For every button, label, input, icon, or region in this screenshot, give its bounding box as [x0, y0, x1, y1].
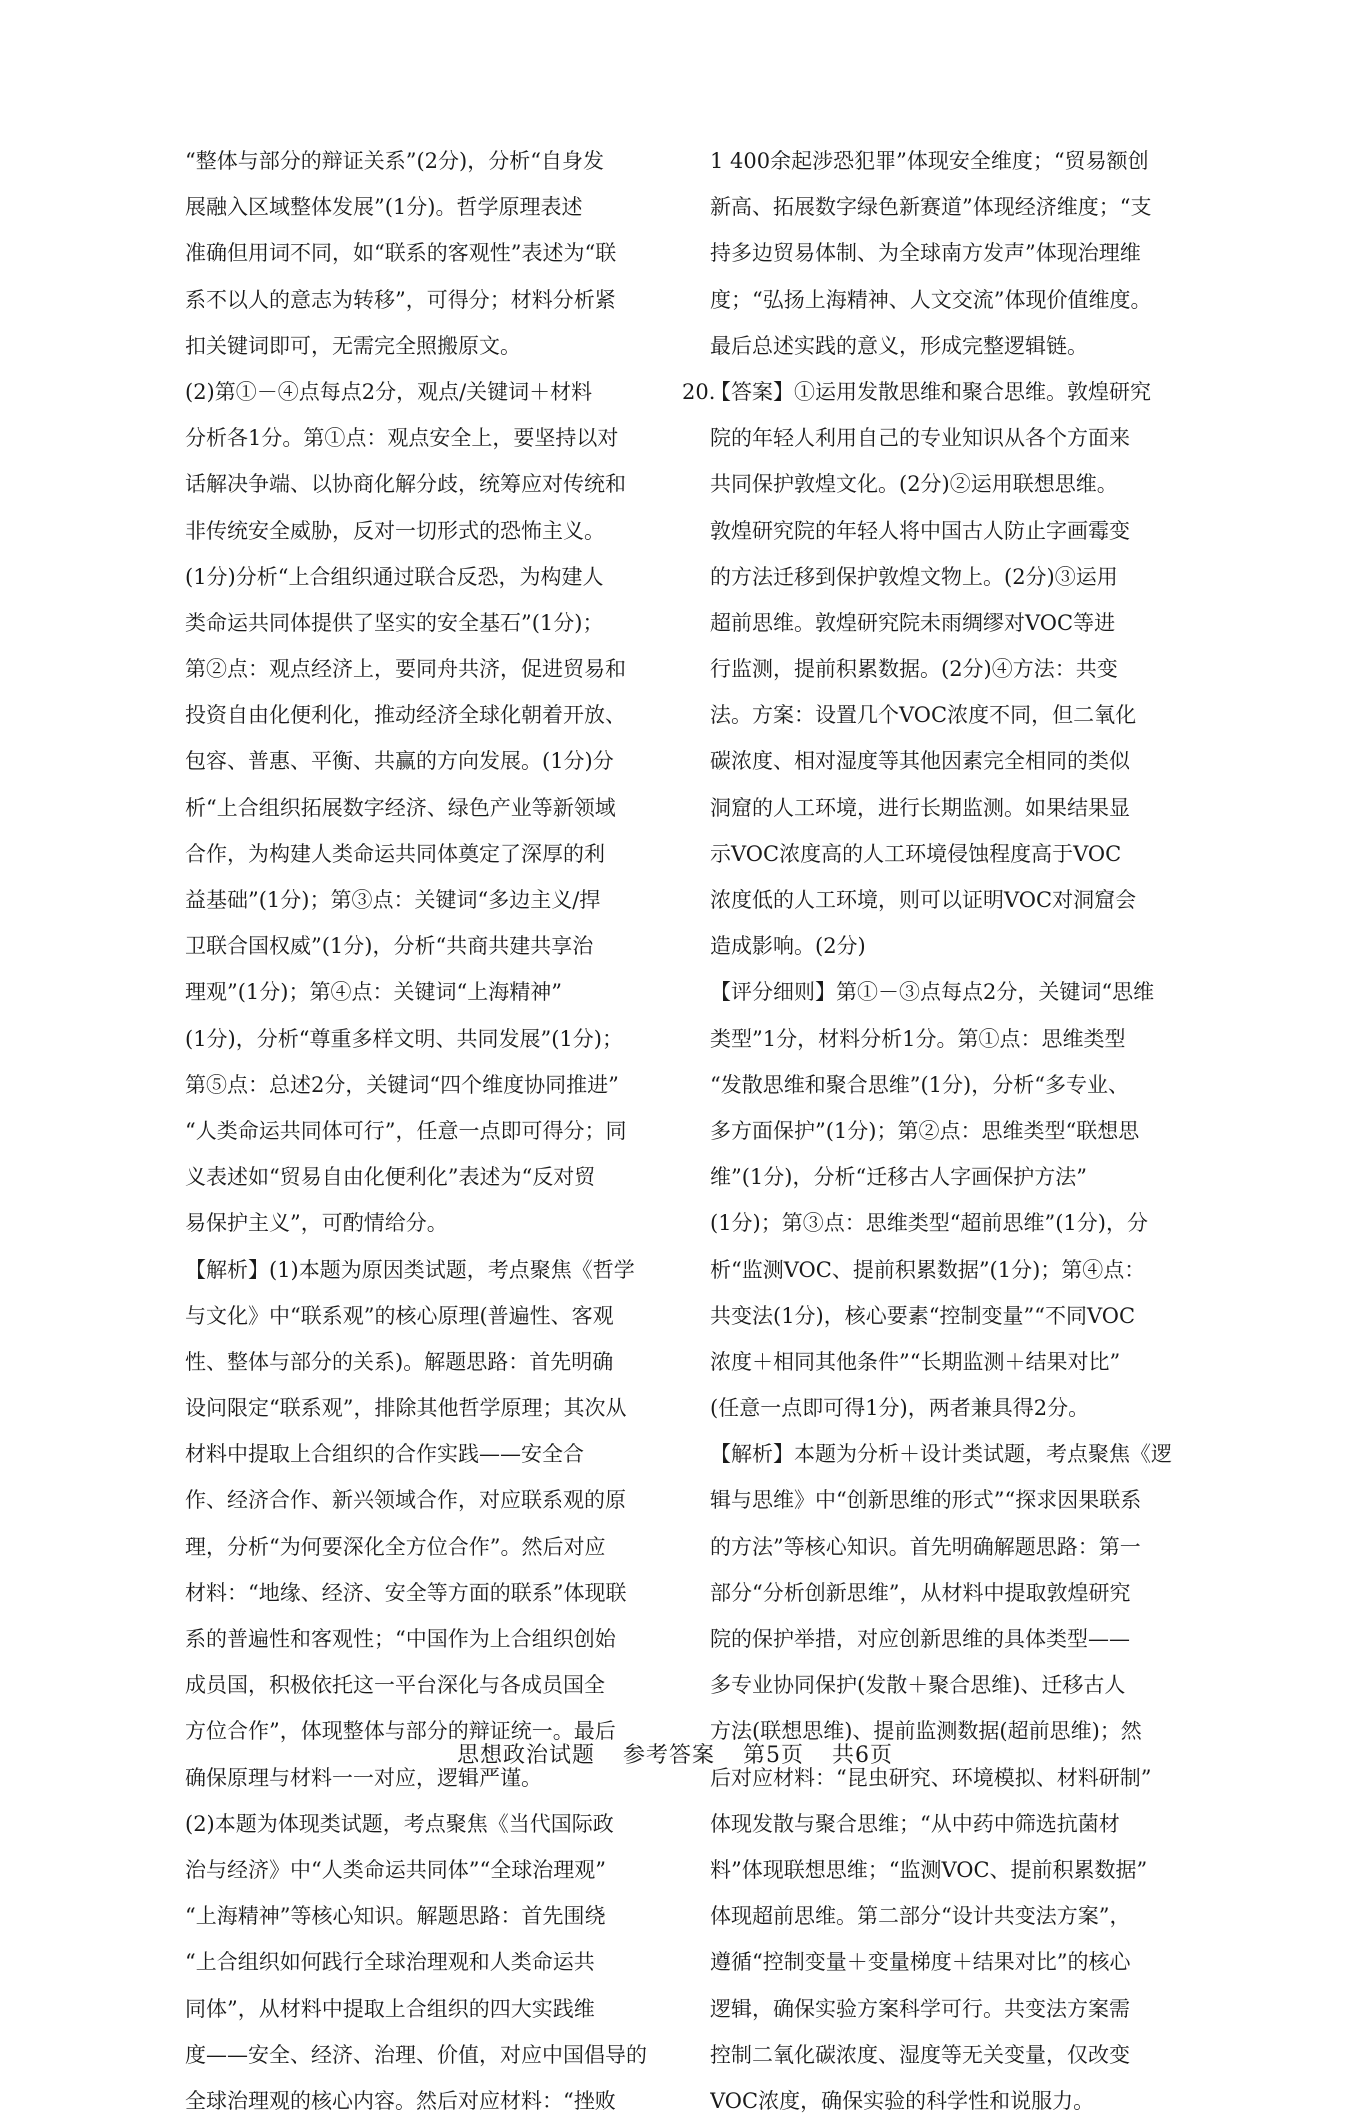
- text-line: [710, 1016, 1180, 1062]
- line-text: 辑与思维》中“创新思维的形式”“探求因果联系: [710, 1488, 1142, 1513]
- text-line: [710, 877, 1180, 923]
- line-text: 义表述如“贸易自由化便利化”表述为“反对贸: [185, 1165, 596, 1190]
- line-text: 料”体现联想思维；“监测VOC、提前积累数据”: [710, 1857, 1148, 1882]
- page-footer: [0, 1738, 1350, 1769]
- text-line: [185, 1200, 655, 1246]
- text-line: [185, 1801, 655, 1847]
- text-line: [185, 1477, 655, 1523]
- text-line: [185, 600, 655, 646]
- text-line: [710, 1339, 1180, 1385]
- text-line: [185, 369, 655, 415]
- text-line: [185, 923, 655, 969]
- text-line: [682, 369, 1180, 415]
- text-line: [185, 646, 655, 692]
- text-line: [185, 1247, 655, 1293]
- text-line: [185, 1431, 655, 1477]
- text-line: [710, 2078, 1180, 2124]
- line-text: 治与经济》中“人类命运共同体”“全球治理观”: [185, 1857, 606, 1882]
- line-text: 卫联合国权威”(1分)，分析“共商共建共享治: [185, 934, 594, 959]
- line-text: 度——安全、经济、治理、价值，对应中国倡导的: [185, 2042, 647, 2067]
- text-line: [710, 1662, 1180, 1708]
- line-text: 性、整体与部分的关系)。解题思路：首先明确: [185, 1349, 614, 1374]
- footer-total: 共6页: [832, 1743, 894, 1768]
- line-text: 后对应材料：“昆虫研究、环境模拟、材料研制”: [710, 1765, 1152, 1790]
- line-text: 浓度＋相同其他条件”“长期监测＋结果对比”: [710, 1349, 1121, 1374]
- line-text: 示VOC浓度高的人工环境侵蚀程度高于VOC: [710, 841, 1122, 866]
- line-text: 理，分析“为何要深化全方位合作”。然后对应: [185, 1534, 606, 1559]
- line-text: 类型”1分，材料分析1分。第①点：思维类型: [710, 1026, 1126, 1051]
- text-line: [710, 461, 1180, 507]
- text-line: [710, 1385, 1180, 1431]
- line-text: 材料中提取上合组织的合作实践——安全合: [185, 1442, 584, 1467]
- text-line: [185, 277, 655, 323]
- line-text: 第⑤点：总述2分，关键词“四个维度协同推进”: [185, 1072, 619, 1097]
- text-line: [185, 785, 655, 831]
- line-text: (2)本题为体现类试题，考点聚焦《当代国际政: [185, 1811, 614, 1836]
- line-text: “人类命运共同体可行”，任意一点即可得分；同: [185, 1118, 627, 1143]
- line-text: 敦煌研究院的年轻人将中国古人防止字画霉变: [710, 518, 1130, 543]
- line-text: (任意一点即可得1分)，两者兼具得2分。: [710, 1396, 1090, 1421]
- text-line: [185, 1847, 655, 1893]
- line-text: (1分)分析“上合组织通过联合反恐，为构建人: [185, 564, 604, 589]
- text-line: [710, 138, 1180, 184]
- text-line: [710, 1939, 1180, 1985]
- text-line: [185, 1293, 655, 1339]
- text-line: [710, 230, 1180, 276]
- line-text: 方法(联想思维)、提前监测数据(超前思维)；然: [710, 1719, 1142, 1744]
- text-line: [710, 1477, 1180, 1523]
- line-text: 院的年轻人利用自己的专业知识从各个方面来: [710, 426, 1130, 451]
- text-line: [185, 508, 655, 554]
- line-text: 全球治理观的核心内容。然后对应材料：“挫败: [185, 2088, 616, 2113]
- line-text: 新高、拓展数字绿色新赛道”体现经济维度；“支: [710, 195, 1152, 220]
- text-line: [710, 1847, 1180, 1893]
- text-line: [185, 1062, 655, 1108]
- line-text: 持多边贸易体制、为全球南方发声”体现治理维: [710, 241, 1141, 266]
- text-line: [710, 1247, 1180, 1293]
- line-text: 度；“弘扬上海精神、人文交流”体现价值维度。: [710, 287, 1152, 312]
- line-text: 合作，为构建人类命运共同体奠定了深厚的利: [185, 841, 605, 866]
- text-line: [710, 646, 1180, 692]
- text-line: [710, 1570, 1180, 1616]
- line-text: 多专业协同保护(发散＋聚合思维)、迁移古人: [710, 1673, 1126, 1698]
- line-text: 逻辑，确保实验方案科学可行。共变法方案需: [710, 1996, 1130, 2021]
- text-line: [710, 1108, 1180, 1154]
- line-text: 易保护主义”，可酌情给分。: [185, 1211, 448, 1236]
- text-line: [710, 923, 1180, 969]
- text-line: [185, 1385, 655, 1431]
- line-text: 法。方案：设置几个VOC浓度不同，但二氧化: [710, 703, 1137, 728]
- line-text: 分析各1分。第①点：观点安全上，要坚持以对: [185, 426, 619, 451]
- line-text: 第②点：观点经济上，要同舟共济，促进贸易和: [185, 657, 626, 682]
- line-text: 成员国，积极依托这一平台深化与各成员国全: [185, 1673, 605, 1698]
- text-line: [185, 1154, 655, 1200]
- line-text: 部分“分析创新思维”，从材料中提取敦煌研究: [710, 1580, 1131, 1605]
- line-text: 展融入区域整体发展”(1分)。哲学原理表述: [185, 195, 583, 220]
- text-line: [710, 1200, 1180, 1246]
- line-text: 控制二氧化碳浓度、湿度等无关变量，仅改变: [710, 2042, 1130, 2067]
- text-line: [710, 277, 1180, 323]
- question-number: 20.: [682, 379, 716, 404]
- line-text: 维”(1分)，分析“迁移古人字画保护方法”: [710, 1165, 1087, 1190]
- line-text: 系的普遍性和客观性；“中国作为上合组织创始: [185, 1627, 616, 1651]
- line-text: 【答案】①运用发散思维和聚合思维。敦煌研究: [710, 379, 1151, 404]
- footer-page: 第5页: [743, 1743, 805, 1768]
- text-line: [185, 1339, 655, 1385]
- text-line: [710, 1062, 1180, 1108]
- footer-label: 参考答案: [623, 1743, 716, 1768]
- text-line: [185, 230, 655, 276]
- line-text: “上合组织如何践行全球治理观和人类命运共: [185, 1950, 595, 1975]
- text-line: [710, 2032, 1180, 2078]
- line-text: 院的保护举措，对应创新思维的具体类型——: [710, 1627, 1130, 1651]
- text-line: [185, 831, 655, 877]
- text-line: [185, 415, 655, 461]
- line-text: 【解析】本题为分析＋设计类试题，考点聚焦《逻: [710, 1442, 1172, 1467]
- text-line: [185, 1570, 655, 1616]
- text-line: [185, 738, 655, 784]
- text-line: [710, 1986, 1180, 2032]
- text-line: [185, 323, 655, 369]
- line-text: “整体与部分的辩证关系”(2分)，分析“自身发: [185, 149, 604, 173]
- line-text: 超前思维。敦煌研究院未雨绸缪对VOC等进: [710, 610, 1116, 635]
- line-text: “上海精神”等核心知识。解题思路：首先围绕: [185, 1904, 606, 1929]
- line-text: 话解决争端、以协商化解分歧，统筹应对传统和: [185, 472, 626, 497]
- line-text: 包容、普惠、平衡、共赢的方向发展。(1分)分: [185, 749, 614, 774]
- line-text: 作、经济合作、新兴领域合作，对应联系观的原: [185, 1488, 626, 1513]
- text-line: [185, 692, 655, 738]
- text-line: [710, 1893, 1180, 1939]
- line-text: (2)第①－④点每点2分，观点/关键词＋材料: [185, 379, 593, 404]
- text-line: [710, 785, 1180, 831]
- line-text: 设问限定“联系观”，排除其他哲学原理；其次从: [185, 1396, 627, 1421]
- text-line: [185, 2032, 655, 2078]
- line-text: 方位合作”，体现整体与部分的辩证统一。最后: [185, 1719, 616, 1744]
- line-text: 扣关键词即可，无需完全照搬原文。: [185, 333, 521, 358]
- text-line: [185, 1893, 655, 1939]
- line-text: 共同保护敦煌文化。(2分)②运用联想思维。: [710, 472, 1118, 497]
- line-text: 投资自由化便利化，推动经济全球化朝着开放、: [185, 703, 626, 728]
- text-line: [710, 415, 1180, 461]
- line-text: 最后总述实践的意义，形成完整逻辑链。: [710, 333, 1088, 358]
- text-line: [710, 692, 1180, 738]
- left-column: [185, 138, 655, 2124]
- text-line: [710, 831, 1180, 877]
- line-text: 洞窟的人工环境，进行长期监测。如果结果显: [710, 795, 1130, 820]
- line-text: 造成影响。(2分): [710, 934, 866, 959]
- line-text: 体现发散与聚合思维；“从中药中筛选抗菌材: [710, 1811, 1120, 1836]
- text-line: [710, 1616, 1180, 1662]
- line-text: 的方法”等核心知识。首先明确解题思路：第一: [710, 1534, 1141, 1559]
- text-line: [710, 508, 1180, 554]
- line-text: 1 400余起涉恐犯罪”体现安全维度；“贸易额创: [710, 149, 1149, 173]
- text-line: [710, 1431, 1180, 1477]
- text-line: [710, 1801, 1180, 1847]
- text-line: [185, 1616, 655, 1662]
- text-line: [710, 1154, 1180, 1200]
- text-line: [185, 1016, 655, 1062]
- text-line: [185, 184, 655, 230]
- line-text: 行监测，提前积累数据。(2分)④方法：共变: [710, 657, 1118, 682]
- text-line: [710, 184, 1180, 230]
- text-line: [185, 969, 655, 1015]
- text-line: [185, 877, 655, 923]
- text-line: [710, 600, 1180, 646]
- text-line: [710, 323, 1180, 369]
- text-line: [185, 554, 655, 600]
- text-line: [710, 554, 1180, 600]
- text-line: [185, 1108, 655, 1154]
- line-text: 非传统安全威胁，反对一切形式的恐怖主义。: [185, 518, 605, 543]
- line-text: 碳浓度、相对湿度等其他因素完全相同的类似: [710, 749, 1130, 774]
- line-text: 的方法迁移到保护敦煌文物上。(2分)③运用: [710, 564, 1118, 589]
- line-text: (1分)；第③点：思维类型“超前思维”(1分)，分: [710, 1211, 1148, 1236]
- text-line: [185, 1662, 655, 1708]
- line-text: 遵循“控制变量＋变量梯度＋结果对比”的核心: [710, 1950, 1131, 1975]
- line-text: 体现超前思维。第二部分“设计共变法方案”，: [710, 1904, 1131, 1929]
- text-line: [185, 138, 655, 184]
- text-line: [710, 738, 1180, 784]
- line-text: VOC浓度，确保实验的科学性和说服力。: [710, 2088, 1095, 2113]
- text-line: [710, 1293, 1180, 1339]
- right-column: [682, 138, 1180, 2124]
- line-text: 【解析】(1)本题为原因类试题，考点聚焦《哲学: [185, 1257, 635, 1282]
- line-text: 确保原理与材料一一对应，逻辑严谨。: [185, 1765, 542, 1790]
- text-line: [710, 1524, 1180, 1570]
- line-text: 析“上合组织拓展数字经济、绿色产业等新领域: [185, 795, 616, 820]
- line-text: 系不以人的意志为转移”，可得分；材料分析紧: [185, 287, 616, 312]
- line-text: 益基础”(1分)；第③点：关键词“多边主义/捍: [185, 888, 601, 912]
- line-text: “发散思维和聚合思维”(1分)，分析“多专业、: [710, 1072, 1129, 1097]
- line-text: (1分)，分析“尊重多样文明、共同发展”(1分)；: [185, 1026, 623, 1051]
- line-text: 共变法(1分)，核心要素“控制变量”“不同VOC: [710, 1303, 1136, 1328]
- line-text: 同体”，从材料中提取上合组织的四大实践维: [185, 1996, 595, 2021]
- line-text: 材料：“地缘、经济、安全等方面的联系”体现联: [185, 1580, 627, 1605]
- line-text: 与文化》中“联系观”的核心原理(普遍性、客观: [185, 1303, 614, 1328]
- footer-subject: 思想政治试题: [456, 1743, 595, 1768]
- line-text: 浓度低的人工环境，则可以证明VOC对洞窟会: [710, 888, 1137, 912]
- line-text: 类命运共同体提供了坚实的安全基石”(1分)；: [185, 610, 604, 635]
- text-line: [185, 2078, 655, 2124]
- line-text: 准确但用词不同，如“联系的客观性”表述为“联: [185, 241, 617, 266]
- line-text: 析“监测VOC、提前积累数据”(1分)；第④点：: [710, 1257, 1146, 1282]
- text-line: [185, 461, 655, 507]
- line-text: 【评分细则】第①－③点每点2分，关键词“思维: [710, 980, 1155, 1005]
- line-text: 多方面保护”(1分)；第②点：思维类型“联想思: [710, 1118, 1140, 1143]
- text-line: [185, 1939, 655, 1985]
- text-line: [185, 1524, 655, 1570]
- text-line: [185, 1986, 655, 2032]
- text-line: [710, 969, 1180, 1015]
- line-text: 理观”(1分)；第④点：关键词“上海精神”: [185, 980, 562, 1005]
